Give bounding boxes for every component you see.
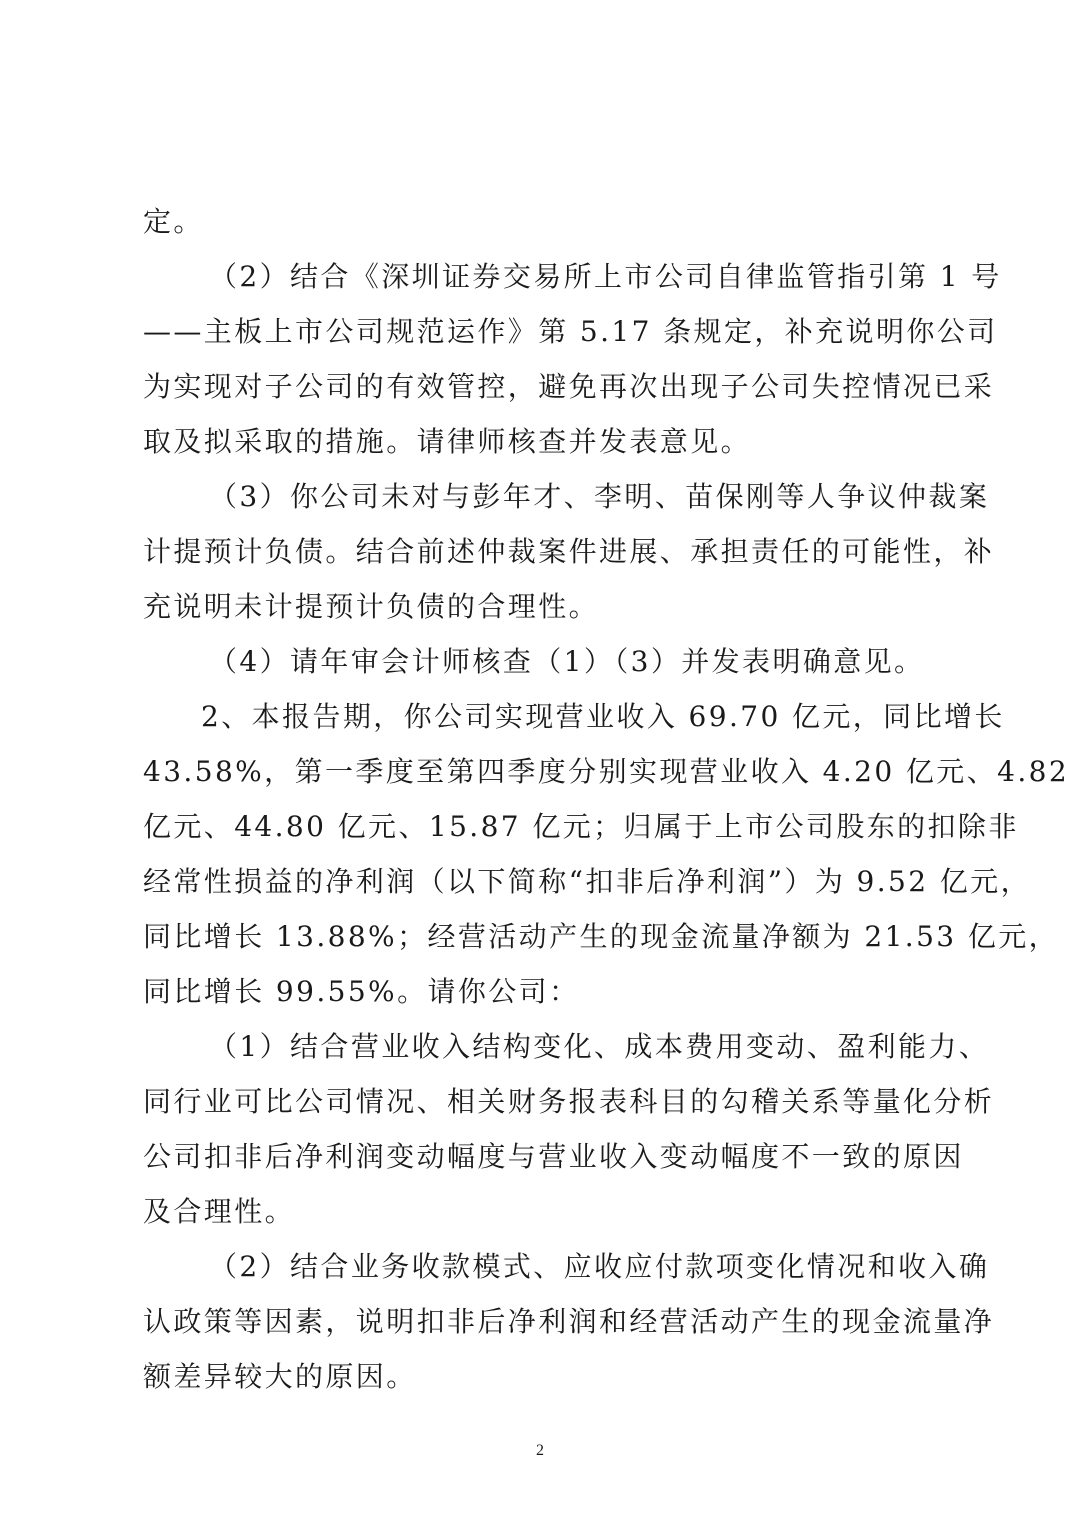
paragraph-line: 定。 — [143, 205, 204, 238]
paragraph-line: 额差异较大的原因。 — [143, 1360, 417, 1393]
paragraph-line: 充说明未计提预计负债的合理性。 — [143, 590, 600, 623]
paragraph-line: 同行业可比公司情况、相关财务报表科目的勾稽关系等量化分析 — [143, 1085, 995, 1118]
paragraph-line: 认政策等因素，说明扣非后净利润和经营活动产生的现金流量净 — [143, 1305, 995, 1338]
paragraph-line: ——主板上市公司规范运作》第 5.17 条规定，补充说明你公司 — [143, 315, 998, 348]
document-body — [143, 196, 1070, 1402]
paragraph-line: 计提预计负债。结合前述仲裁案件进展、承担责任的可能性，补 — [143, 535, 995, 568]
paragraph-line: 取及拟采取的措施。请律师核查并发表意见。 — [143, 425, 752, 458]
paragraph-line: 2、本报告期，你公司实现营业收入 69.70 亿元，同比增长 — [201, 700, 1005, 733]
paragraph-line: （1）结合营业收入结构变化、成本费用变动、盈利能力、 — [209, 1030, 990, 1063]
paragraph-line: （2）结合业务收款模式、应收应付款项变化情况和收入确 — [209, 1250, 990, 1283]
paragraph-line: 公司扣非后净利润变动幅度与营业收入变动幅度不一致的原因 — [143, 1140, 964, 1173]
paragraph-line: 经常性损益的净利润（以下简称“扣非后净利润”）为 9.52 亿元， — [143, 865, 1031, 898]
paragraph-line: 及合理性。 — [143, 1195, 296, 1228]
paragraph-line: 为实现对子公司的有效管控，避免再次出现子公司失控情况已采 — [143, 370, 995, 403]
paragraph-line: 同比增长 99.55%。请你公司： — [143, 975, 580, 1008]
paragraph-line: （3）你公司未对与彭年才、李明、苗保刚等人争议仲裁案 — [209, 480, 990, 513]
paragraph-line: （2）结合《深圳证券交易所上市公司自律监管指引第 1 号 — [209, 260, 1002, 293]
page-number: 2 — [536, 1442, 544, 1459]
paragraph-line: （4）请年审会计师核查（1）（3）并发表明确意见。 — [209, 645, 925, 678]
paragraph-line: 43.58%，第一季度至第四季度分别实现营业收入 4.20 亿元、4.82 — [143, 755, 1070, 788]
paragraph-line: 亿元、44.80 亿元、15.87 亿元；归属于上市公司股东的扣除非 — [143, 810, 1019, 843]
paragraph-line: 同比增长 13.88%；经营活动产生的现金流量净额为 21.53 亿元， — [143, 920, 1060, 953]
